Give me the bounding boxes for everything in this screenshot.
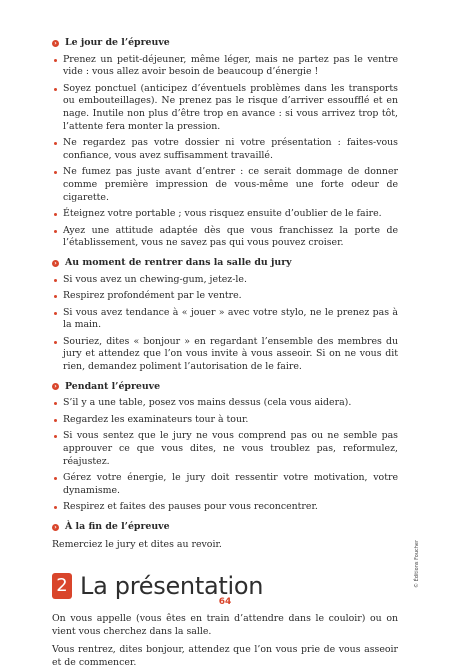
section-number-badge: 2 bbox=[52, 573, 72, 599]
section-heading bbox=[52, 573, 398, 599]
list-item-text: Si vous avez un chewing-gum, jetez-le. bbox=[63, 273, 247, 285]
list-item-text: Éteignez votre portable ; vous risquez ensuite d’oublier de le faire. bbox=[63, 208, 382, 220]
list-item-text: S’il y a une table, posez vos mains dessus (cela vous aidera). bbox=[63, 397, 352, 409]
list-item-text: Ne fumez pas juste avant d’entrer : ce serait dommage de donner comme première impression de vous-même une forte odeur de cigarette. bbox=[63, 166, 398, 203]
page-content bbox=[52, 37, 398, 670]
tips-heading bbox=[52, 257, 398, 270]
tips-heading-text: À la fin de l’épreuve bbox=[65, 521, 170, 532]
bullet-list bbox=[52, 54, 398, 250]
publisher-credit: © Éditions Foucher bbox=[414, 539, 420, 588]
bullet-dot-icon bbox=[54, 419, 57, 422]
tips-heading bbox=[52, 37, 398, 50]
paragraph: Vous rentrez, dites bonjour, attendez que l’on vous prie de vous asseoir et de commencer. bbox=[52, 644, 398, 668]
list-item-text: Ayez une attitude adaptée dès que vous franchissez la porte de l’établissement, vous ne savez pas qui vous pouvez croiser. bbox=[63, 224, 398, 249]
tips-heading bbox=[52, 381, 398, 394]
bullet-list bbox=[52, 274, 398, 374]
bullet-dot-icon bbox=[54, 506, 57, 509]
bullet-dot-icon bbox=[54, 88, 57, 91]
list-item bbox=[52, 166, 398, 204]
list-item bbox=[52, 397, 398, 410]
list-item bbox=[52, 208, 398, 221]
list-item bbox=[52, 290, 398, 303]
list-item bbox=[52, 414, 398, 427]
closing-text: Remerciez le jury et dites au revoir. bbox=[52, 538, 222, 550]
list-item-text: Gérez votre énergie, le jury doit ressentir votre motivation, votre dynamisme. bbox=[63, 472, 398, 496]
list-item-text: Ne regardez pas votre dossier ni votre présentation : faites-vous confiance, vous avez suffisamment travaillé. bbox=[63, 137, 398, 161]
section-title: La présentation bbox=[80, 571, 264, 600]
bullet-dot-icon bbox=[54, 142, 57, 145]
paragraph: On vous appelle (vous êtes en train d’attendre dans le couloir) ou on vient vous cherchez dans la salle. bbox=[52, 613, 398, 637]
tips-heading-text: Pendant l’épreuve bbox=[65, 380, 161, 392]
list-item-text: Si vous sentez que le jury ne vous comprend pas ou ne semble pas approuver ce que vous dites, ne vous troublez pas, reformulez, réajustez. bbox=[63, 430, 398, 467]
bullet-dot-icon bbox=[54, 213, 57, 216]
tips-heading-text: Au moment de rentrer dans la salle du jury bbox=[65, 256, 292, 268]
bullet-dot-icon bbox=[54, 59, 57, 62]
arrow-bullet-icon: › bbox=[52, 524, 59, 531]
list-item-text: Respirez profondément par le ventre. bbox=[63, 290, 242, 302]
page-number: 64 bbox=[218, 597, 232, 607]
tips-heading-text: Le jour de l’épreuve bbox=[65, 37, 170, 48]
arrow-bullet-icon: › bbox=[52, 40, 59, 47]
bullet-dot-icon bbox=[54, 435, 57, 438]
list-item-text: Si vous avez tendance à « jouer » avec votre stylo, ne le prenez pas à la main. bbox=[63, 306, 398, 331]
list-item bbox=[52, 274, 398, 287]
arrow-bullet-icon: › bbox=[52, 383, 59, 390]
bullet-dot-icon bbox=[54, 341, 57, 344]
list-item bbox=[52, 54, 398, 79]
list-item bbox=[52, 336, 398, 374]
bullet-list bbox=[52, 397, 398, 514]
list-item-text: Prenez un petit-déjeuner, même léger, mais ne partez pas le ventre vide : vous allez avoir besoin de beaucoup d’énergie ! bbox=[63, 53, 398, 78]
bullet-dot-icon bbox=[54, 171, 57, 174]
list-item-text: Soyez ponctuel (anticipez d’éventuels problèmes dans les transports ou embouteillages). Ne prenez pas le risque d’arriver essoufflé et en nage. Inutile non plus d’être trop en avance : si vous arrivez trop tôt, l’attente fera monter la pression. bbox=[63, 82, 398, 132]
list-item bbox=[52, 137, 398, 162]
bullet-dot-icon bbox=[54, 279, 57, 282]
bullet-dot-icon bbox=[54, 402, 57, 405]
list-item bbox=[52, 307, 398, 332]
bullet-dot-icon bbox=[54, 295, 57, 298]
list-item-text: Souriez, dites « bonjour » en regardant l’ensemble des membres du jury et attendez que l’on vous invite à vous asseoir. Si on ne vous dit rien, demandez poliment l’autorisation de le faire. bbox=[63, 335, 398, 373]
bullet-dot-icon bbox=[54, 312, 57, 315]
list-item bbox=[52, 472, 398, 497]
list-item-text: Regardez les examinateurs tour à tour. bbox=[63, 413, 249, 425]
list-item bbox=[52, 83, 398, 133]
list-item bbox=[52, 501, 398, 514]
list-item bbox=[52, 225, 398, 250]
bullet-dot-icon bbox=[54, 477, 57, 480]
bullet-dot-icon bbox=[54, 230, 57, 233]
tips-heading bbox=[52, 521, 398, 534]
arrow-bullet-icon: › bbox=[52, 260, 59, 267]
list-item bbox=[52, 430, 398, 468]
list-item-text: Respirez et faites des pauses pour vous reconcentrer. bbox=[63, 501, 318, 513]
tips-list bbox=[52, 37, 398, 551]
